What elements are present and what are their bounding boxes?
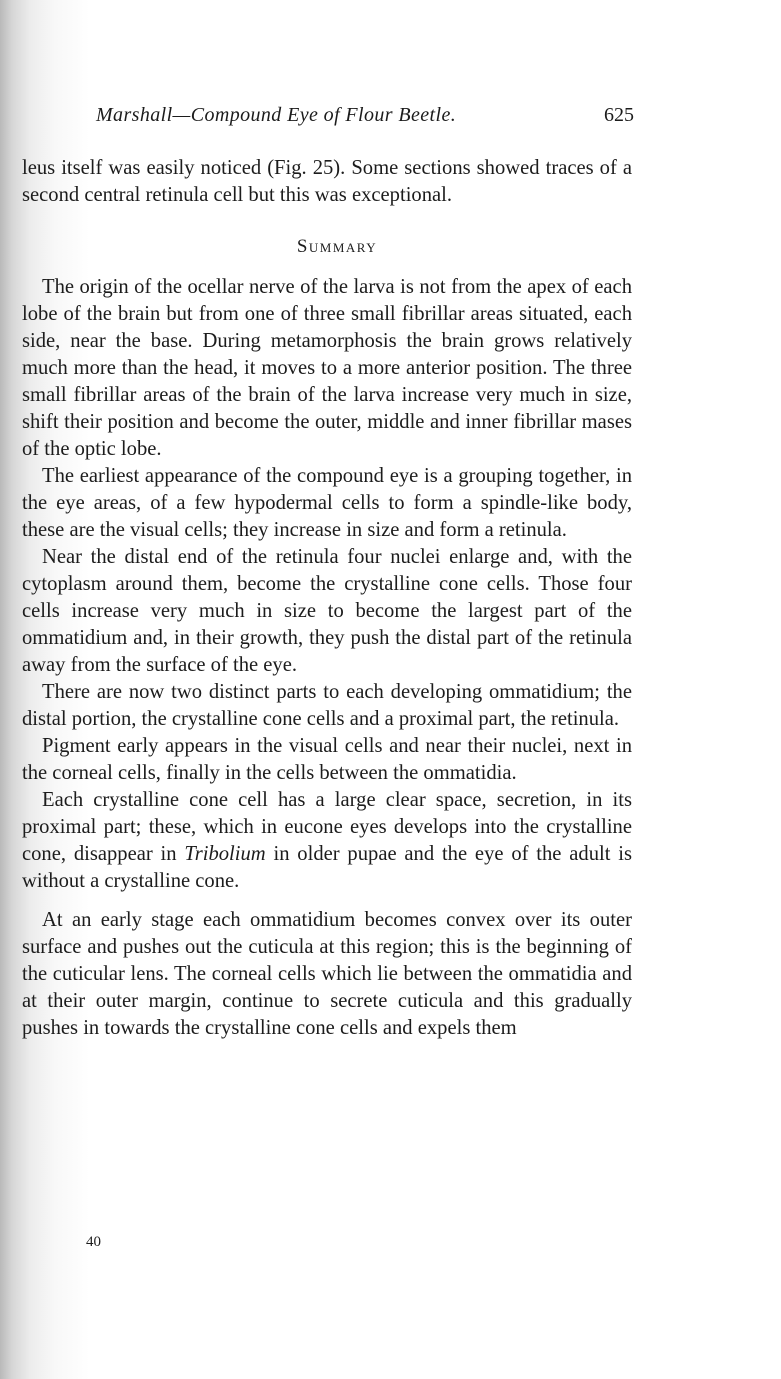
- page-number: 625: [604, 104, 634, 126]
- running-title: Marshall—Compound Eye of Flour Beetle.: [96, 104, 457, 126]
- paragraph-6-text-end: in older pupae and the eye of the adult is without a crystalline cone.: [22, 843, 632, 892]
- summary-paragraph-7: At an early stage each ommatidium becomes convex over its outer surface and pushes out the cuticula at this region; this is the beginning of the cuticular lens. The corneal cells which lie between the ommatidia and at their outer margin, continue to secrete cuticula and this gradually pushes in towards the crystalline cone cells and expels them: [22, 909, 632, 1039]
- summary-paragraph-6: [22, 787, 632, 895]
- summary-paragraph-4: There are now two distinct parts to each developing ommatidium; the distal portion, the crystalline cone cells and a proximal part, the retinula.: [22, 681, 632, 730]
- continuation-paragraph: leus itself was easily noticed (Fig. 25). Some sections showed traces of a second central retinula cell but this was exceptional.: [22, 157, 632, 206]
- summary-paragraph-2: The earliest appearance of the compound eye is a grouping together, in the eye areas, of a few hypodermal cells to form a spindle-like body, these are the visual cells; they increase in size and form a retinula.: [22, 465, 632, 541]
- section-heading: Summary: [296, 236, 378, 257]
- signature-mark: 40: [86, 1234, 101, 1250]
- summary-paragraph-1: The origin of the ocellar nerve of the larva is not from the apex of each lobe of the brain but from one of three small fibrillar areas situated, each side, near the base. During metamorphosis the brain grows relatively much more than the head, it moves to a more anterior position. The three small fibrillar areas of the brain of the larva increase very much in size, shift their position and become the outer, middle and inner fibrillar mases of the optic lobe.: [22, 276, 632, 460]
- page-header: [96, 104, 634, 134]
- paragraph-6-text-start: Each crystalline cone cell has a large clear space, secretion, in its proximal part; these, which in eucone eyes develops into the crystalline cone, disappear in: [22, 789, 632, 865]
- genus-name: Tribolium: [184, 843, 266, 865]
- summary-paragraph-5: Pigment early appears in the visual cells and near their nuclei, next in the corneal cells, finally in the cells between the ommatidia.: [22, 735, 632, 784]
- paragraph-gap: [22, 895, 632, 907]
- summary-paragraph-3: Near the distal end of the retinula four nuclei enlarge and, with the cytoplasm around them, become the crystalline cone cells. Those four cells increase very much in size to become the largest part of the ommatidium and, in their growth, they push the distal part of the retinula away from the surface of the eye.: [22, 546, 632, 676]
- body-text: [22, 155, 632, 1042]
